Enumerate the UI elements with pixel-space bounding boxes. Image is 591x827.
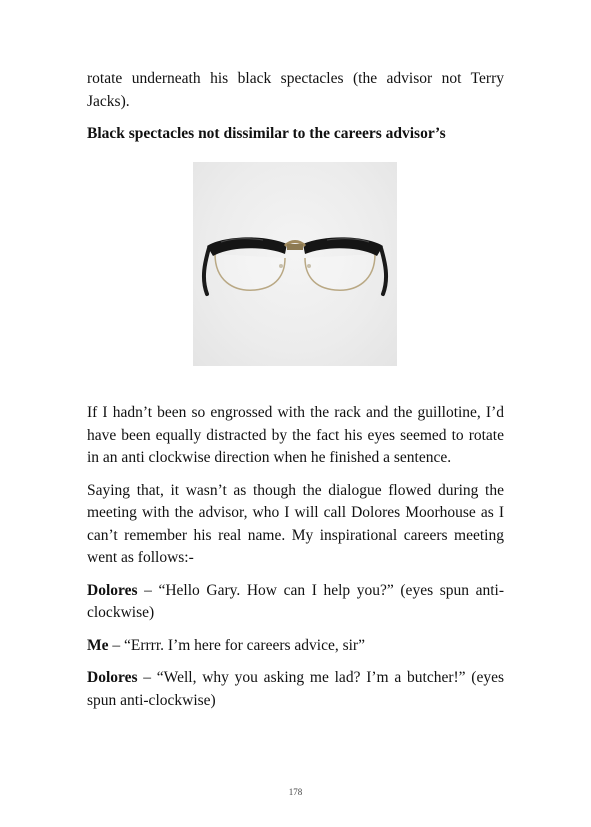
spectacles-photo — [193, 162, 397, 366]
dialogue-text: – “Errrr. I’m here for careers advice, sir” — [108, 636, 365, 654]
dialogue-text: – “Hello Gary. How can I help you?” (eyes spun anti-clockwise) — [87, 581, 504, 621]
dialogue-speaker: Dolores — [87, 581, 138, 599]
dialogue-line — [87, 580, 504, 625]
page-body-lower — [87, 402, 504, 712]
paragraph-1: If I hadn’t been so engrossed with the rack and the guillotine, I’d have been equally distracted by the fact his eyes seemed to rotate in an anti clockwise direction when he finished a sentence. — [87, 404, 504, 466]
page-number: 178 — [288, 787, 303, 797]
dialogue-line — [87, 635, 504, 658]
dialogue-line — [87, 667, 504, 712]
spectacles-image — [193, 162, 397, 366]
top-paragraph: rotate underneath his black spectacles (the advisor not Terry Jacks). — [87, 70, 504, 110]
dialogue-speaker: Dolores — [87, 669, 138, 686]
page-body — [87, 68, 504, 145]
paragraph-2: Saying that, it wasn’t as though the dialogue flowed during the meeting with the advisor, who I will call Dolores Moorhouse as I can’t remember his real name. My inspirational careers meeting went as follows:- — [87, 481, 504, 566]
figure-caption: Black spectacles not dissimilar to the careers advisor’s — [87, 125, 446, 142]
dialogue-text: – “Well, why you asking me lad? I’m a butcher!” (eyes spun anti-clockwise) — [87, 669, 504, 709]
dialogue-speaker: Me — [87, 636, 109, 654]
